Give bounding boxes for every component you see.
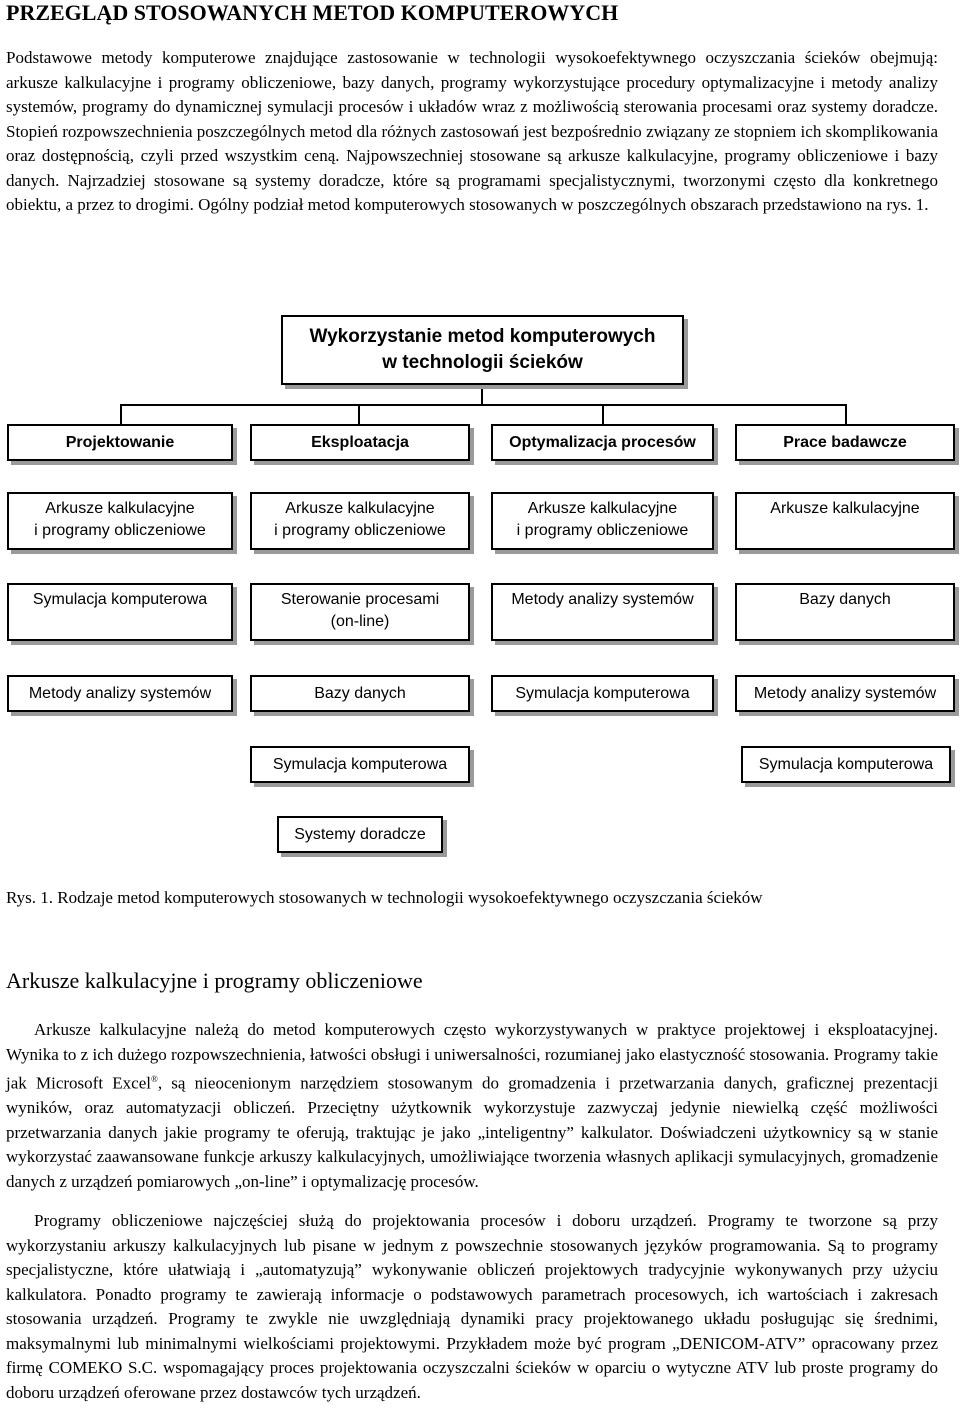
method-box (491, 675, 714, 712)
method-label-line: Arkusze kalkulacyjne (770, 500, 920, 517)
category-box-optymalizacja (491, 424, 714, 461)
connector-categories-bus (120, 404, 847, 406)
connector-cat-4 (845, 404, 847, 424)
registered-mark: ® (150, 1074, 158, 1084)
connector-cat-1 (120, 404, 122, 424)
method-box (250, 746, 470, 783)
method-box (7, 675, 233, 712)
method-box (250, 492, 470, 550)
category-label: Prace badawcze (783, 433, 907, 451)
category-label: Optymalizacja procesów (509, 433, 696, 451)
method-label-line: Symulacja komputerowa (32, 591, 208, 608)
connector-cat-3 (602, 404, 604, 424)
method-box (735, 492, 955, 550)
document-title: PRZEGLĄD STOSOWANYCH METOD KOMPUTEROWYCH (6, 0, 619, 25)
methods-hierarchy-diagram (0, 300, 960, 860)
method-label-line: i programy obliczeniowe (34, 522, 206, 539)
diagram-root-line-1: Wykorzystanie metod komputerowych (309, 326, 656, 347)
method-box (735, 583, 955, 641)
method-label-line: Bazy danych (314, 684, 406, 702)
method-label-line: Arkusze kalkulacyjne (285, 500, 435, 517)
method-box (250, 675, 470, 712)
method-label-line: Symulacja komputerowa (758, 755, 934, 773)
method-box (250, 583, 470, 641)
category-label: Eksploatacja (311, 433, 409, 451)
method-box (491, 492, 714, 550)
method-label-line: (on-line) (330, 613, 390, 630)
method-box (7, 583, 233, 641)
figure-caption: Rys. 1. Rodzaje metod komputerowych stosowanych w technologii wysokoefektywnego oczyszczania ścieków (6, 888, 763, 907)
paragraph-1-text-start: Arkusze kalkulacyjne należą do metod komputerowych często wykorzystywanych w praktyce projektowej i eksploatacyjnej. Wynika to z ich dużego rozpowszechnienia, łatwości obsługi i uniwersalności, rozumianej jako elastyczność stosowania. Programy takie jak Microsoft Excel (6, 1020, 938, 1093)
paragraph-1-text-end: , są nieocenionym narzędziem stosowanym do gromadzenia i przetwarzania danych, graficznej prezentacji wyników, oraz automatyzacji obliczeń. Przeciętny użytkownik wykorzystuje zazwyczaj jedynie niewielką część możliwości przetwarzania danych jakie programy te oferują, traktując je jako „inteligentny” kalkulator. Doświadczeni użytkownicy są w stanie wykorzystać zaawansowane funkcje arkuszy kalkulacyjnych, umożliwiające tworzenia własnych aplikacji symulacyjnych, gromadzenie danych z urządzeń pomiarowych „on-line” i optymalizację procesów. (6, 1073, 939, 1191)
category-box-eksploatacja (250, 424, 470, 461)
category-box-projektowanie (7, 424, 233, 461)
diagram-root-line-2: w technologii ścieków (382, 352, 583, 373)
method-label-line: Systemy doradcze (294, 825, 426, 843)
method-label-line: Sterowanie procesami (280, 591, 440, 608)
section-heading: Arkusze kalkulacyjne i programy obliczeniowe (6, 968, 423, 993)
method-box (491, 583, 714, 641)
connector-root-down (481, 385, 483, 405)
method-box (277, 816, 443, 853)
method-label-line: Symulacja komputerowa (515, 684, 690, 702)
connector-cat-2 (358, 404, 360, 424)
method-label-line: i programy obliczeniowe (516, 522, 689, 539)
method-label-line: Arkusze kalkulacyjne (527, 500, 678, 517)
method-label-line: i programy obliczeniowe (274, 522, 446, 539)
method-label-line: Metody analizy systemów (753, 684, 937, 702)
method-box (735, 675, 955, 712)
category-label: Projektowanie (65, 433, 175, 451)
intro-paragraph: Podstawowe metody komputerowe znajdujące zastosowanie w technologii wysokoefektywnego oczyszczania ścieków obejmują: arkusze kalkulacyjne i programy obliczeniowe, bazy danych, programy wykorzystujące procedury optymalizacyjne i metody analizy systemów, programy do dynamicznej symulacji procesów i układów wraz z możliwością sterowania procesami oraz systemy doradcze. Stopień rozpowszechnienia poszczególnych metod dla różnych zastosowań jest bezpośrednio związany ze stopniem ich skomplikowania oraz dostępnością, czyli przed wszystkim ceną. Najpowszechniej stosowane są arkusze kalkulacyjne, programy obliczeniowe i bazy danych. Najrzadziej stosowane są systemy doradcze, które są programami specjalistycznymi, tworzonymi często dla konkretnego obiektu, a przez to drogimi. Ogólny podział metod komputerowych stosowanych w poszczególnych obszarach przedstawiono na rys. 1. (6, 48, 938, 214)
method-box (7, 492, 233, 550)
method-label-line: Metody analizy systemów (511, 591, 694, 608)
method-label-line: Symulacja komputerowa (272, 755, 448, 773)
method-label-line: Bazy danych (799, 591, 891, 608)
section-paragraph-1 (6, 1018, 938, 1204)
method-label-line: Arkusze kalkulacyjne (45, 500, 195, 517)
method-label-line: Metody analizy systemów (28, 684, 212, 702)
method-box (741, 746, 951, 783)
diagram-root-box (281, 315, 684, 385)
section-paragraph-2: Programy obliczeniowe najczęściej służą do projektowania procesów i doboru urządzeń. Programy te tworzone są przy wykorzystaniu arkuszy kalkulacyjnych lub pisane w jednym z powszechnie stosowanych języków programowania. Są to programy specjalistyczne, które ułatwiają i „automatyzują” wykonywanie obliczeń projektowych tradycyjnie wykonywanych przy użyciu kalkulatora. Ponadto programy te zawierają informacje o podstawowych parametrach procesowych, ich wartościach i zakresach stosowania urządzeń. Programy te zwykle nie uwzględniają dynamiki pracy projektowanego układu posługując się średnimi, maksymalnymi lub minimalnymi wielkościami projektowymi. Przykładem może być program „DENICOM-ATV” opracowany przez firmę COMEKO S.C. wspomagający proces projektowania oczyszczalni ścieków w oparciu o wytyczne ATV lub proste programy do doboru urządzeń oferowane przez dostawców tych urządzeń. (6, 1211, 938, 1402)
category-box-prace-badawcze (735, 424, 955, 461)
